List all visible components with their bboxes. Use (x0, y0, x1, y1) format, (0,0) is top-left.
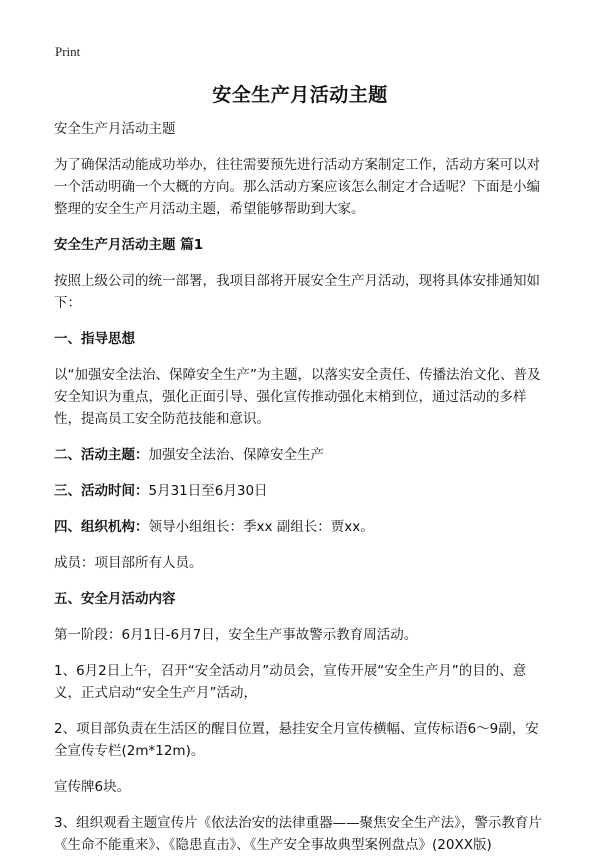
list-item-1: 1、6月2日上午，召开“安全活动月”动员会，宣传开展“安全生产月”的目的、意义，正式启动“安全生产月”活动， (54, 663, 527, 701)
article-body (54, 118, 545, 856)
activity-time-line (54, 480, 545, 502)
print-link[interactable]: Print (55, 44, 81, 59)
intro-paragraph: 为了确保活动能成功举办，往往需要预先进行活动方案制定工作，活动方案可以对一个活动明确一个大概的方向。那么活动方案应该怎么制定才合适呢？下面是小编整理的安全生产月活动主题，希望能够帮助到大家。 (54, 157, 540, 217)
page-title: 安全生产月活动主题 (212, 84, 388, 106)
section-heading-part1: 安全生产月活动主题 篇1 (54, 237, 204, 253)
list-item-3: 3、组织观看主题宣传片《依法治安的法律重器——聚焦安全生产法》，警示教育片《生命不能重来》、《隐患直击》、《生产安全事故典型案例盘点》(20XX版) (54, 815, 542, 853)
list-item-2: 2、项目部负责在生活区的醒目位置，悬挂安全月宣传横幅、宣传标语6～9副，安全宣传专栏(2m*12m)。 (54, 721, 539, 759)
activity-theme-line (54, 444, 545, 466)
organization-value: 领导小组组长：季xx 副组长：贾xx。 (148, 519, 374, 535)
activity-time-value: 5月31日至6月30日 (148, 483, 268, 499)
organization-label: 四、组织机构： (54, 519, 149, 535)
activity-theme-label: 二、活动主题： (54, 447, 149, 463)
subtitle-line: 安全生产月活动主题 (54, 121, 176, 137)
heading-guiding-ideology: 一、指导思想 (54, 331, 135, 347)
signboard-line: 宣传牌6块。 (54, 779, 131, 795)
heading-activity-content: 五、安全月活动内容 (54, 591, 176, 607)
notice-paragraph: 按照上级公司的统一部署，我项目部将开展安全生产月活动，现将具体安排通知如下： (54, 273, 540, 311)
activity-time-label: 三、活动时间： (54, 483, 149, 499)
members-line: 成员：项目部所有人员。 (54, 555, 203, 571)
activity-theme-value: 加强安全法治、保障安全生产 (148, 447, 324, 463)
phase-one-line: 第一阶段：6月1日-6月7日，安全生产事故警示教育周活动。 (54, 627, 418, 643)
guiding-ideology-paragraph: 以“加强安全法治、保障安全生产”为主题，以落实安全责任、传播法治文化、普及安全知识为重点，强化正面引导、强化宣传推动强化末梢到位，通过活动的多样性，提高员工安全防范技能和意识。 (54, 367, 541, 427)
organization-line (54, 516, 545, 538)
